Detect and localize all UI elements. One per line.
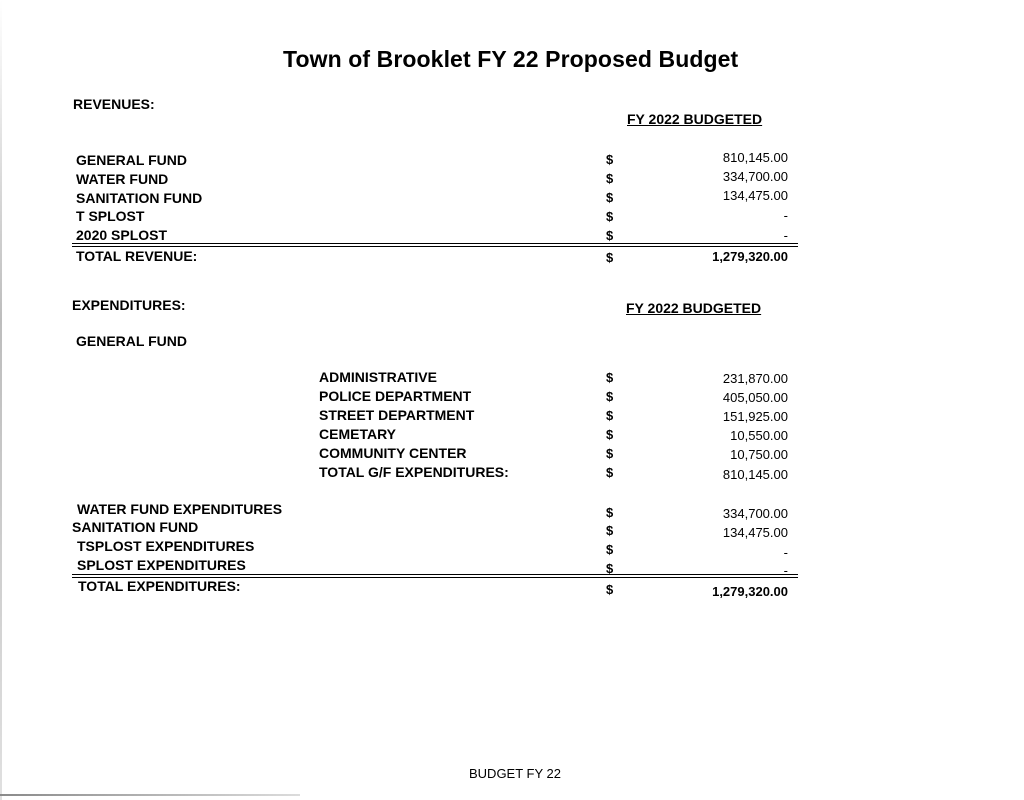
other-expense-label: WATER FUND EXPENDITURES [77,501,283,517]
other-expense-label: SPLOST EXPENDITURES [77,557,246,573]
revenue-row-currency: $ [606,171,614,186]
revenue-row-label: T SPLOST [76,208,145,224]
revenue-row-amount: - [783,208,788,223]
revenue-row-amount: 334,700.00 [722,169,788,184]
scan-bottom-edge [0,794,300,796]
general-fund-heading: GENERAL FUND [76,333,187,349]
total-revenue-amount: 1,279,320.00 [712,249,788,264]
other-expense-label: TSPLOST EXPENDITURES [77,538,255,554]
gf-expense-currency: $ [606,408,614,423]
gf-expense-amount: 231,870.00 [722,371,788,386]
gf-expense-label: POLICE DEPARTMENT [319,388,472,404]
other-expense-currency: $ [606,542,614,557]
gf-expense-currency: $ [606,427,614,442]
document-title: Town of Brooklet FY 22 Proposed Budget [283,46,739,72]
revenue-row-label: WATER FUND [76,171,169,187]
gf-expense-label: COMMUNITY CENTER [319,445,467,461]
gf-expense-amount: 151,925.00 [722,409,788,424]
revenue-row-amount: - [783,228,788,243]
other-expense-currency: $ [606,523,614,538]
expenditures-column-header: FY 2022 BUDGETED [626,300,762,316]
other-expense-currency: $ [606,561,614,576]
revenues-column-header: FY 2022 BUDGETED [627,111,763,127]
expenditure-total-rule-top [72,574,798,575]
gf-total-label: TOTAL G/F EXPENDITURES: [319,464,509,480]
revenue-row-label: GENERAL FUND [76,152,187,168]
total-expenditures-currency: $ [606,582,614,597]
other-expense-currency: $ [606,505,614,520]
revenue-row-currency: $ [606,152,614,167]
total-revenue-label: TOTAL REVENUE: [76,248,198,264]
revenue-total-rule-bottom [72,246,798,247]
revenue-row-label: SANITATION FUND [76,190,203,206]
other-expense-label: SANITATION FUND [72,519,199,535]
revenue-row-amount: 134,475.00 [722,188,788,203]
gf-expense-label: CEMETARY [319,426,396,442]
other-expense-amount: 334,700.00 [722,506,788,521]
revenue-row-currency: $ [606,228,614,243]
total-expenditures-amount: 1,279,320.00 [712,584,788,599]
gf-expense-currency: $ [606,446,614,461]
other-expense-amount: - [783,563,788,578]
other-expense-amount: 134,475.00 [722,525,788,540]
gf-expense-amount: 10,550.00 [730,428,788,443]
gf-expense-label: STREET DEPARTMENT [319,407,475,423]
revenue-row-amount: 810,145.00 [722,150,788,165]
page-footer: BUDGET FY 22 [469,766,561,781]
gf-expense-amount: 405,050.00 [722,390,788,405]
total-expenditures-label: TOTAL EXPENDITURES: [78,578,241,594]
revenue-row-currency: $ [606,209,614,224]
revenues-heading: REVENUES: [73,96,155,112]
gf-expense-label: ADMINISTRATIVE [319,369,437,385]
revenue-row-label: 2020 SPLOST [76,227,168,243]
other-expense-amount: - [783,545,788,560]
gf-expense-amount: 10,750.00 [730,447,788,462]
gf-expense-currency: $ [606,370,614,385]
revenue-row-currency: $ [606,190,614,205]
scan-left-edge [0,0,2,800]
total-revenue-currency: $ [606,250,614,265]
revenue-total-rule-top [72,243,798,244]
gf-total-currency: $ [606,465,614,480]
gf-total-amount: 810,145.00 [722,467,788,482]
gf-expense-currency: $ [606,389,614,404]
expenditures-heading: EXPENDITURES: [72,297,186,313]
